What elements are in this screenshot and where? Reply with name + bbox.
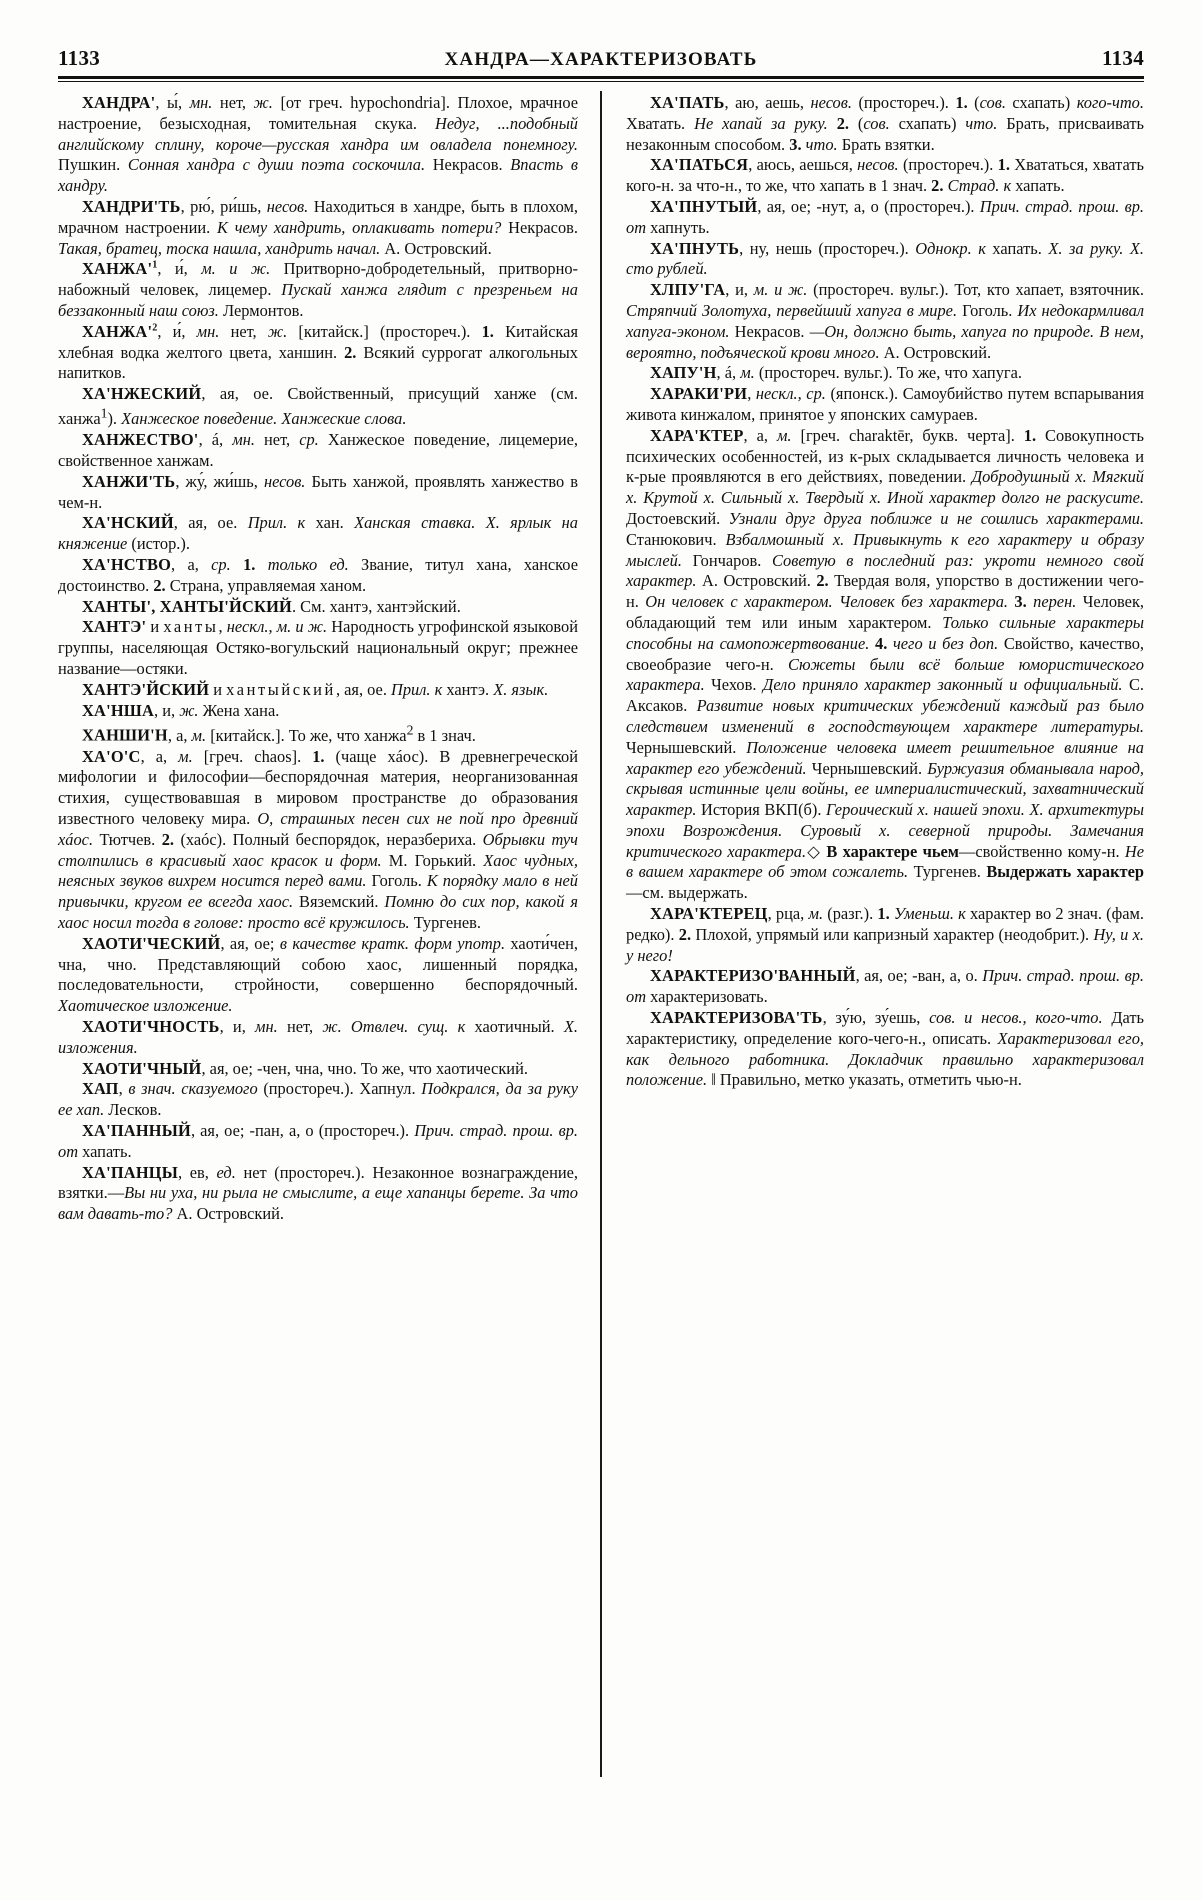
dictionary-entry bbox=[626, 93, 1144, 155]
entry-headword: ХАРА'КТЕР bbox=[650, 425, 744, 445]
entry-headword: ХАПУ'Н bbox=[650, 363, 717, 383]
entry-body: , аю, аешь, несов. (простореч.). 1. (сов. схапать) кого-что. Хватать. Не хапай за руку. 2. (сов. схапать) что. Брать, присваивать незаконным способом. 3. что. Брать взятки. bbox=[626, 93, 1144, 154]
dictionary-entry bbox=[58, 472, 578, 514]
column-container bbox=[58, 93, 1144, 1793]
dictionary-entry bbox=[58, 1163, 578, 1225]
dictionary-entry bbox=[58, 93, 578, 197]
entry-body: и ханты, нескл., м. и ж. Народность угрофинской языковой группы, населяющая Остяко-вогульский национальный округ; прежнее название—остяки. bbox=[58, 617, 578, 678]
entry-headword: ХА'НСКИЙ bbox=[82, 513, 174, 533]
entry-headword: ХАРАКТЕРИЗО'ВАННЫЙ bbox=[650, 966, 856, 986]
rule-thick bbox=[58, 76, 1144, 79]
entry-body: , нескл., ср. (японск.). Самоубийство путем вспарывания живота кинжалом, принятое у японских самураев. bbox=[626, 384, 1145, 424]
header-rule bbox=[58, 76, 1144, 82]
entry-body: , и, ж. Жена хана. bbox=[154, 700, 280, 720]
entry-body: , и, м. и ж. (простореч. вульг.). Тот, кто хапает, взяточник. Стряпчий Золотуха, первейший хапуга в мире. Гоголь. Их недокармливал хапуга-эконом. Некрасов. —Он, должно быть, хапуга по природе. В нем, вероятно, подъяческой крови много. А. Островский. bbox=[626, 280, 1144, 362]
entry-headword: ХАП bbox=[82, 1079, 119, 1099]
entry-body: , а, м. [китайск.]. То же, что ханжа$^2$ в 1 знач. bbox=[167, 722, 476, 745]
entry-headword: ХАРАКИ'РИ bbox=[650, 384, 748, 404]
homonym-superscript: 1 bbox=[152, 259, 158, 271]
entry-body: , рца, м. (разг.). 1. Уменьш. к характер во 2 знач. (фам. редко). 2. Плохой, упрямый или капризный характер (неодобрит.). Ну, и х. у него! bbox=[626, 904, 1145, 965]
dictionary-entry bbox=[58, 555, 578, 597]
entry-body: , рю́, ри́шь, несов. Находиться в хандре, быть в плохом, мрачном настроении. К чему хандрить, оплакивать потери? Некрасов. Такая, братец, тоска нашла, хандрить начал. А. Островский. bbox=[58, 196, 578, 258]
column-divider bbox=[600, 91, 602, 1777]
entry-body: , á, мн. нет, ср. Ханжеское поведение, лицемерие, свойственное ханжам. bbox=[58, 430, 578, 471]
page-title: ХАНДРА—ХАРАКТЕРИЗОВАТЬ bbox=[444, 49, 758, 70]
entry-headword: ХА'ПНУТЬ bbox=[650, 238, 740, 258]
entry-headword: ХА'ПНУТЫЙ bbox=[650, 196, 758, 216]
dictionary-entry bbox=[58, 384, 578, 430]
entry-headword: ХАОТИ'ЧЕСКИЙ bbox=[82, 933, 221, 953]
entry-body: , ев, ед. нет (простореч.). Незаконное вознаграждение, взятки.—Вы ни уха, ни рыла не смыслите, а еще хапанцы берете. За что вам давать-то? А. Островский. bbox=[58, 1162, 579, 1224]
entry-headword: ХАНЖА' bbox=[82, 259, 153, 279]
folio-right: 1134 bbox=[1101, 46, 1144, 70]
entry-body: , ая, ое; -нут, а, о (простореч.). Прич. страд. прош. вр. от хапнуть. bbox=[626, 196, 1144, 237]
entry-headword: ХАРА'КТЕРЕЦ bbox=[650, 904, 768, 924]
dictionary-entry bbox=[58, 747, 578, 934]
dictionary-entry bbox=[626, 197, 1144, 239]
folio-left: 1133 bbox=[58, 46, 101, 70]
entry-headword: ХА'ПАНЦЫ bbox=[82, 1162, 179, 1182]
entry-headword: ХАНШИ'Н bbox=[82, 725, 168, 745]
entry-body: , ая, ое. Свойственный, присущий ханже (см. ханжа$^1$). Ханжеское поведение. Ханжеские слова. bbox=[58, 384, 578, 429]
entry-body: , ну, нешь (простореч.). Однокр. к хапать. Х. за руку. Х. сто рублей. bbox=[626, 238, 1144, 279]
entry-body: , ая, ое. Прил. к хан. Ханская ставка. Х. ярлык на княжение (истор.). bbox=[58, 513, 578, 554]
dictionary-entry bbox=[58, 322, 578, 384]
entry-headword: ХА'О'С bbox=[82, 746, 141, 766]
entry-headword: ХА'НЖЕСКИЙ bbox=[82, 384, 202, 404]
running-head bbox=[58, 46, 1144, 71]
entry-headword: ХА'ПАННЫЙ bbox=[82, 1120, 191, 1140]
dictionary-entry bbox=[58, 1017, 578, 1059]
entry-headword: ХА'ПАТЬ bbox=[650, 93, 725, 112]
dictionary-entry bbox=[58, 513, 578, 555]
entry-body: , и, мн. нет, ж. Отвлеч. сущ. к хаотичный. Х. изложения. bbox=[58, 1017, 578, 1057]
left-column bbox=[58, 93, 601, 1793]
dictionary-entry bbox=[626, 239, 1144, 281]
entry-body: , á, м. (простореч. вульг.). То же, что хапуга. bbox=[716, 363, 1022, 383]
dictionary-entry bbox=[58, 197, 578, 259]
entry-body: , ы́, мн. нет, ж. [от греч. hypochondria]. Плохое, мрачное настроение, безысходная, томительная скука. Недуг, ...подобный английскому сплину, короче—русская хандра им овладела понемногу. Пушкин. Сонная хандра с души поэта соскочила. Некрасов. Впасть в хандру. bbox=[58, 93, 578, 196]
dictionary-entry bbox=[58, 617, 578, 679]
entry-body: , жу́, жи́шь, несов. Быть ханжой, проявлять ханжество в чем-н. bbox=[58, 471, 578, 512]
entry-headword: ХАНЖЕСТВО' bbox=[82, 430, 199, 450]
dictionary-entry bbox=[626, 904, 1144, 966]
dictionary-entry bbox=[626, 363, 1144, 384]
dictionary-entry bbox=[58, 1059, 578, 1080]
entry-body: , и́, мн. нет, ж. [китайск.] (простореч.). 1. Китайская хлебная водка желтого цвета, ханшин. 2. Всякий суррогат алкогольных напитков. bbox=[58, 321, 578, 383]
dictionary-entry bbox=[58, 259, 578, 321]
dictionary-entry bbox=[626, 1008, 1144, 1091]
entry-body: , ая, ое; в качестве кратк. форм употр. хаоти́чен, чна, чно. Представляющий собою хаос, лишенный порядка, последовательности, стройности, совершенно беспорядочный. Хаотическое изложение. bbox=[58, 933, 578, 1016]
entry-headword: ХАРАКТЕРИЗОВА'ТЬ bbox=[650, 1008, 823, 1028]
dictionary-entry bbox=[626, 966, 1144, 1008]
entry-body: , а, ср. 1. только ед. Звание, титул хана, ханское достоинство. 2. Страна, управляемая ханом. bbox=[58, 555, 578, 595]
entry-body: , аюсь, аешься, несов. (простореч.). 1. Хвататься, хватать кого-н. за что-н., то же, что хапать в 1 знач. 2. Страд. к хапать. bbox=[626, 155, 1144, 196]
entry-body: , в знач. сказуемого (простореч.). Хапнул. Подкрался, да за руку ее хап. Лесков. bbox=[58, 1079, 578, 1120]
entry-body: , ая, ое; -чен, чна, чно. То же, что хаотический. bbox=[201, 1058, 528, 1078]
entry-body: . См. хантэ, хантэйский. bbox=[291, 596, 461, 616]
entry-headword: ХА'НША bbox=[82, 700, 155, 720]
entry-headword: ХАНЖИ'ТЬ bbox=[82, 471, 176, 491]
homonym-superscript: 2 bbox=[152, 322, 158, 334]
dictionary-entry bbox=[58, 934, 578, 1017]
dictionary-entry bbox=[626, 384, 1144, 426]
entry-body: , а, м. [греч. chaos]. 1. (чаще хáос). В древнегреческой мифологии и философии—беспорядочная материя, неорганизованная стихия, существовавшая в мировом пространстве до образования известного человеку мира. О, страшных песен сих не пой про древний хáос. Тютчев. 2. (хаóс). Полный беспорядок, неразбериха. Обрывки туч столпились в красивый хаос красок и форм. М. Горький. Хаос чудных, неясных звуков вихрем носится перед вами. Гоголь. К порядку мало в ней привычки, кругом ее всегда хаос. Вяземский. Помню до сих пор, какой я хаос носил тогда в голове: просто всё кружилось. Тургенев. bbox=[58, 746, 579, 933]
entry-headword: ХАНТЭ'ЙСКИЙ bbox=[82, 679, 210, 699]
rule-thin bbox=[58, 81, 1144, 82]
entry-headword: ХАНТЭ' bbox=[82, 617, 147, 637]
entry-headword: ХЛПУ'ГА bbox=[650, 280, 726, 300]
dictionary-entry bbox=[58, 680, 578, 701]
entry-body: , ая, ое; -ван, а, о. Прич. страд. прош. вр. от характеризовать. bbox=[626, 966, 1144, 1007]
entry-headword: ХАНТЫ', ХАНТЫ'ЙСКИЙ bbox=[82, 596, 292, 616]
entry-headword: ХА'НСТВО bbox=[82, 555, 172, 574]
dictionary-entry bbox=[626, 155, 1144, 197]
entry-body: , и́, м. и ж. Притворно-добродетельный, притворно-набожный человек, лицемер. Пускай ханжа глядит с презреньем на беззаконный наш союз. Лермонтов. bbox=[58, 259, 578, 320]
entry-body: , зу́ю, зу́ешь, сов. и несов., кого-что. Дать характеристику, определение кого-чего-н., описать. Характеризовал его, как дельного работника. Докладчик правильно характеризовал положение. ‖ Правильно, метко указать, отметить чью-н. bbox=[626, 1008, 1144, 1090]
entry-headword: ХАОТИ'ЧНЫЙ bbox=[82, 1058, 202, 1078]
dictionary-entry bbox=[58, 430, 578, 472]
entry-headword: ХАНДРА' bbox=[82, 93, 156, 112]
dictionary-entry bbox=[58, 1121, 578, 1163]
entry-body: , ая, ое; -пан, а, о (простореч.). Прич. страд. прош. вр. от хапать. bbox=[58, 1120, 579, 1161]
right-column bbox=[601, 93, 1144, 1793]
dictionary-entry bbox=[58, 721, 578, 746]
dictionary-entry bbox=[58, 701, 578, 722]
dictionary-entry bbox=[58, 597, 578, 618]
entry-body: и хантыйский, ая, ое. Прил. к хантэ. Х. язык. bbox=[209, 679, 549, 699]
entry-headword: ХАОТИ'ЧНОСТЬ bbox=[82, 1017, 220, 1036]
dictionary-entry bbox=[58, 1079, 578, 1121]
entry-headword: ХАНЖА' bbox=[82, 321, 153, 341]
entry-headword: ХА'ПАТЬСЯ bbox=[650, 155, 749, 175]
dictionary-entry bbox=[626, 280, 1144, 363]
dictionary-entry bbox=[626, 426, 1144, 904]
entry-headword: ХАНДРИ'ТЬ bbox=[82, 196, 181, 216]
entry-body: , а, м. [греч. charaktēr, букв. черта]. 1. Совокупность психических особенностей, из к-рых складывается личность человека и к-рые проявляются в его действиях, поведении. Добродушный х. Мягкий х. Крутой х. Сильный х. Твердый х. Иной характер долго не раскусите. Достоевский. Узнали друг друга поближе и не сошлись характерами. Станюкович. Взбалмошный х. Привыкнуть к его характеру и образу мыслей. Гончаров. Советую в последний раз: укроти немного свой характер. А. Островский. 2. Твердая воля, упорство в достижении чего-н. Он человек с характером. Человек без характера. 3. перен. Человек, обладающий тем или иным характером. Только сильные характеры способны на самопожертвование. 4. чего и без доп. Свойство, качество, своеобразие чего-н. Сюжеты были всё больше юмористического характера. Чехов. Дело приняло характер законный и официальный. С. Аксаков. Развитие новых критических убеждений каждый раз было следствием изменений в господствующем характере литературы. Чернышевский. Положение человека имеет решительное влияние на характер его убеждений. Чернышевский. Буржуазия обманывала народ, скрывая истинные цели войны, ее империалистический, захватнический характер. История ВКП(б). Героический х. нашей эпохи. Х. архитектуры эпохи Возрождения. Суровый х. северной природы. Замечания критического характера.◇ В характере чьем—свойственно кому-н. Не в вашем характере об этом сожалеть. Тургенев. Выдержать характер—см. выдержать. bbox=[626, 425, 1145, 903]
